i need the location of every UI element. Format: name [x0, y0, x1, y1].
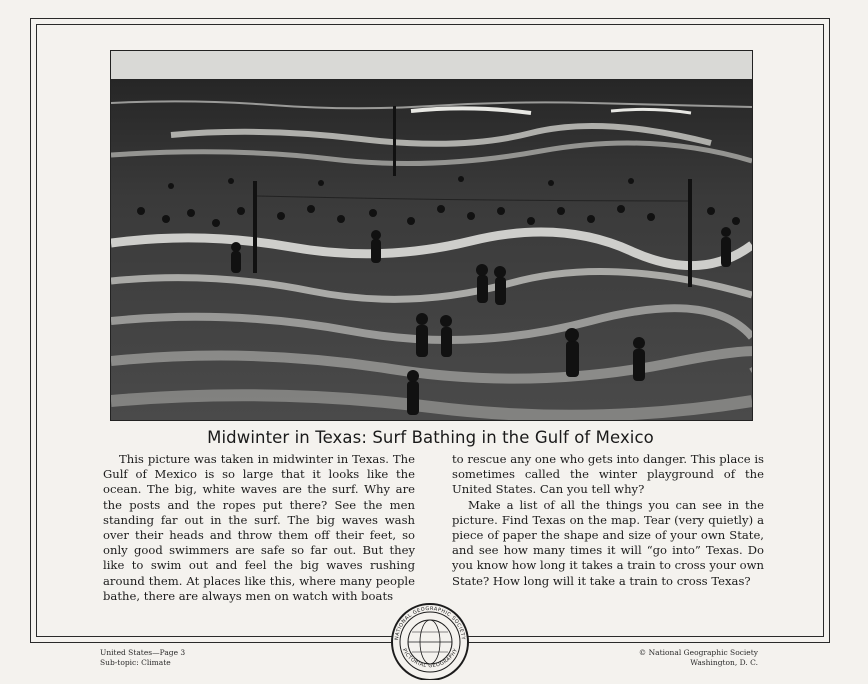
footer-subtopic: Sub-topic: Climate	[100, 658, 171, 667]
society-seal	[388, 600, 472, 680]
photo-illustration	[111, 51, 752, 420]
seal-bottom-text: PICTORIAL GEOGRAPHY	[400, 647, 460, 670]
seal-top-text: NATIONAL GEOGRAPHIC SOCIETY	[394, 605, 466, 641]
body-column-right	[452, 452, 764, 589]
photo-caption-title: Midwinter in Texas: Surf Bathing in the Gulf of Mexico	[207, 428, 654, 447]
footer-series-info	[100, 648, 185, 668]
surf-bathing-photo	[110, 50, 753, 421]
footer-publisher-info	[639, 648, 758, 668]
footer-copyright: © National Geographic Society	[638, 648, 758, 657]
footer-location: Washington, D. C.	[690, 658, 758, 667]
body-paragraph-1-continued: to rescue any one who gets into danger. This place is sometimes called the winter playground of the United States. Can you tell why?	[452, 452, 764, 497]
body-paragraph-2: Make a list of all the things you can see in the picture. Find Texas on the map. Tear (very quietly) a piece of paper the shape and size of your own State, and see how many times it will “go into” Texas. Do you know how long it takes a train to cross your own State? How long will it take a train to cross Texas?	[452, 497, 764, 588]
body-column-left	[103, 452, 415, 604]
footer-series: United States—Page 3	[100, 648, 186, 657]
body-paragraph-1: This picture was taken in midwinter in Texas. The Gulf of Mexico is so large that it looks like the ocean. The big, white waves are the surf. Why are the posts and the ropes put there? See the men standing far out in the surf. The big waves wash over their heads and throw them off their feet, so only good swimmers are safe so far out. But they like to swim out and feel the big waves rushing around them. At places like this, where many people bathe, there are always men on watch with boats	[103, 452, 415, 603]
globe-seal-icon	[388, 600, 472, 680]
